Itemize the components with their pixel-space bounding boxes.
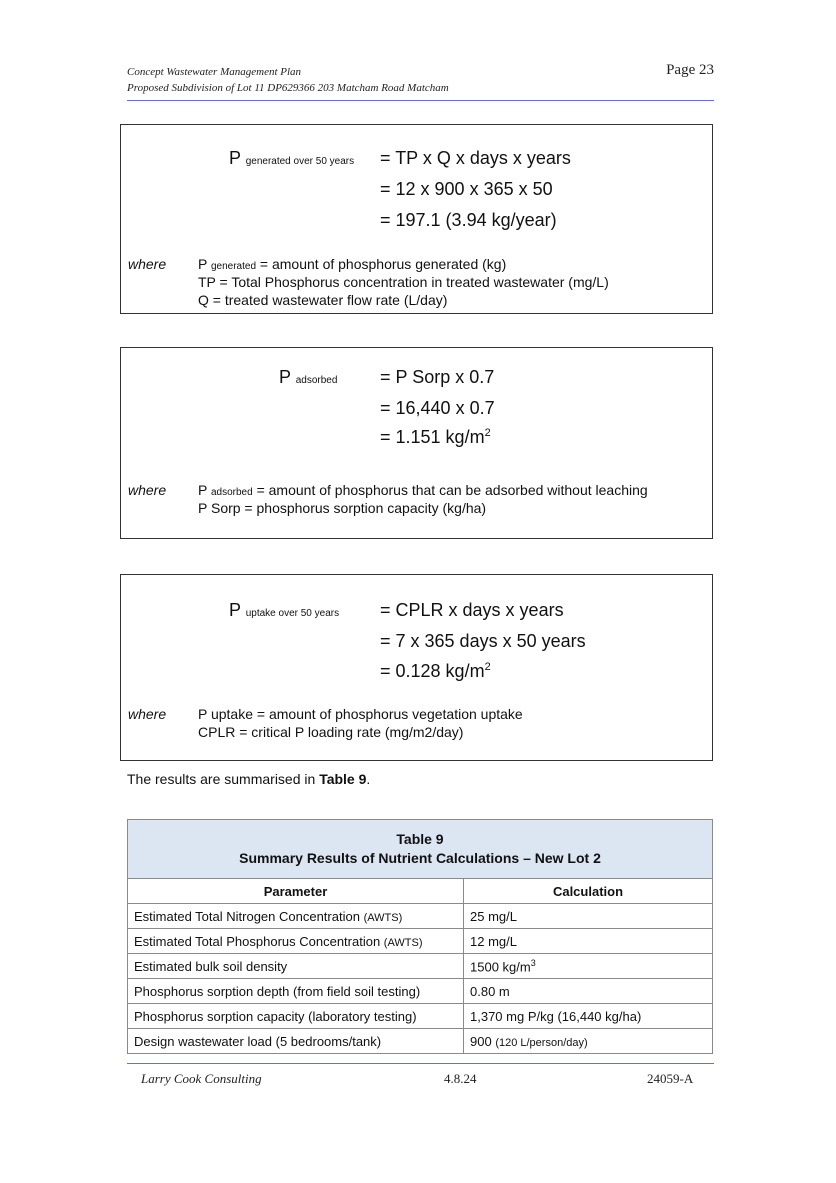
definition-line: CPLR = critical P loading rate (mg/m2/day) — [198, 724, 464, 740]
definition-line: Q = treated wastewater flow rate (L/day) — [198, 292, 448, 308]
calculation-cell: 1500 $kg/m^3$ — [464, 954, 713, 979]
definition-line: TP = Total Phosphorus concentration in treated wastewater (mg/L) — [198, 274, 609, 290]
parameter-cell: Estimated bulk soil density — [128, 954, 464, 979]
table-caption: Table 9 Summary Results of Nutrient Calculations – New Lot 2 — [128, 820, 713, 879]
footer-reference: 24059-A — [647, 1071, 694, 1086]
footer-date: 4.8.24 — [444, 1071, 477, 1086]
equation-box-p-adsorbed — [120, 347, 713, 539]
table-row — [128, 904, 713, 929]
calculation-cell: 12 mg/L — [464, 929, 713, 954]
equation-box-p-generated — [120, 124, 713, 314]
definition-line: P adsorbed = amount of phosphorus that can be adsorbed without leaching — [198, 482, 648, 498]
column-header-parameter: Parameter — [128, 879, 464, 904]
equation-line-3: = 197.1 (3.94 kg/year) — [380, 210, 557, 230]
equation-line-2: = 16,440 x 0.7 — [380, 398, 495, 418]
equation-box-p-uptake — [120, 574, 713, 761]
equation-line-2: = 7 x 365 days x 50 years — [380, 631, 586, 651]
table-row — [128, 1004, 713, 1029]
parameter-cell: Estimated Total Phosphorus Concentration (AWTS) — [128, 929, 464, 954]
document-header — [127, 64, 449, 96]
calculation-cell: 25 mg/L — [464, 904, 713, 929]
equation-lhs: P generated over 50 years — [229, 148, 355, 168]
summary-paragraph: The results are summarised in Table 9. — [127, 771, 371, 787]
table-row — [128, 929, 713, 954]
definition-line: P uptake = amount of phosphorus vegetation uptake — [198, 706, 523, 722]
table-header-row — [128, 879, 713, 904]
equation-line-2: = 12 x 900 x 365 x 50 — [380, 179, 553, 199]
equation-line-1: = TP x Q x days x years — [380, 148, 571, 168]
column-header-calculation: Calculation — [464, 879, 713, 904]
equation-line-1: = CPLR x days x years — [380, 600, 564, 620]
calculation-cell: 0.80 m — [464, 979, 713, 1004]
page-number: Page 23 — [666, 62, 714, 78]
parameter-cell: Phosphorus sorption capacity (laboratory testing) — [128, 1004, 464, 1029]
equation-line-3: = 1.151 $kg/m^2$ — [380, 427, 491, 447]
table-caption-row — [128, 820, 713, 879]
equation-lhs: P adsorbed — [279, 367, 338, 387]
header-subtitle: Proposed Subdivision of Lot 11 DP629366 203 Matcham Road Matcham — [127, 82, 449, 94]
footer-company: Larry Cook Consulting — [141, 1071, 262, 1086]
equation-line-3: = 0.128 $kg/m^2$ — [380, 661, 491, 681]
header-rule — [127, 100, 714, 101]
parameter-cell: Design wastewater load (5 bedrooms/tank) — [128, 1029, 464, 1054]
parameter-cell: Phosphorus sorption depth (from field soil testing) — [128, 979, 464, 1004]
parameter-cell: Estimated Total Nitrogen Concentration (AWTS) — [128, 904, 464, 929]
header-title: Concept Wastewater Management Plan — [127, 66, 302, 78]
definition-line: P Sorp = phosphorus sorption capacity (kg/ha) — [198, 500, 487, 516]
where-label: where — [128, 256, 167, 272]
where-label: where — [128, 706, 167, 722]
definition-line: P generated = amount of phosphorus generated (kg) — [198, 256, 507, 272]
equation-lhs: P uptake over 50 years — [229, 600, 340, 620]
results-table — [127, 819, 713, 1054]
calculation-cell: 1,370 mg P/kg (16,440 kg/ha) — [464, 1004, 713, 1029]
table-row — [128, 979, 713, 1004]
table-row — [128, 954, 713, 979]
table-row — [128, 1029, 713, 1054]
where-label: where — [128, 482, 167, 498]
calculation-cell: 900 (120 L/person/day) — [464, 1029, 713, 1054]
footer-rule — [127, 1063, 714, 1064]
equation-line-1: = P Sorp x 0.7 — [380, 367, 495, 387]
